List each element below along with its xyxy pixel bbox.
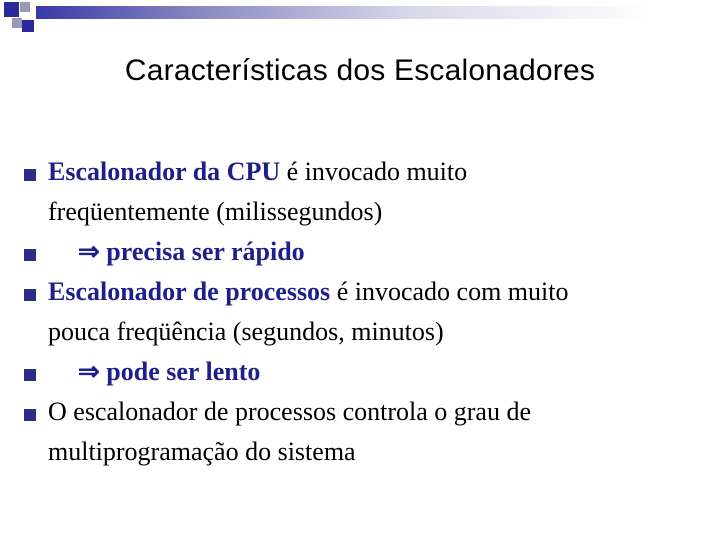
body-text: é invocado muito bbox=[280, 157, 468, 186]
bullet-square-icon bbox=[24, 289, 36, 301]
bullet-line bbox=[48, 152, 668, 192]
bullet-line bbox=[48, 272, 668, 312]
header-gradient-bar bbox=[36, 6, 720, 19]
bullet-square-icon bbox=[24, 169, 36, 181]
bullet-text bbox=[48, 352, 698, 392]
bullet-line bbox=[48, 192, 668, 232]
bullet-list bbox=[0, 152, 720, 472]
bullet-line bbox=[78, 232, 698, 272]
bullet-text bbox=[48, 272, 668, 352]
bullet-line bbox=[78, 352, 698, 392]
bullet-square-icon bbox=[24, 249, 36, 261]
body-text: multiprogramação do sistema bbox=[48, 437, 356, 466]
bullet-line bbox=[48, 312, 668, 352]
bullet-item bbox=[0, 272, 720, 352]
corner-square-3 bbox=[12, 18, 22, 28]
corner-square-2 bbox=[20, 2, 30, 12]
highlight-text: ⇒ precisa ser rápido bbox=[78, 237, 305, 266]
highlight-text: ⇒ pode ser lento bbox=[78, 357, 261, 386]
bullet-text bbox=[48, 232, 698, 272]
body-text: é invocado com muito bbox=[330, 277, 569, 306]
bullet-line bbox=[48, 432, 668, 472]
bullet-item bbox=[0, 152, 720, 232]
corner-square-1 bbox=[4, 2, 19, 17]
bullet-item bbox=[0, 392, 720, 472]
bullet-square-icon bbox=[24, 409, 36, 421]
bullet-text bbox=[48, 392, 668, 472]
bullet-square-icon bbox=[24, 369, 36, 381]
highlight-text: Escalonador de processos bbox=[48, 277, 331, 306]
slide-title: Características dos Escalonadores bbox=[124, 54, 596, 87]
corner-square-4 bbox=[22, 20, 34, 32]
bullet-item bbox=[0, 352, 720, 392]
bullet-line bbox=[48, 392, 668, 432]
highlight-text: Escalonador da CPU bbox=[48, 157, 281, 186]
body-text: O escalonador de processos controla o grau de bbox=[48, 397, 531, 426]
body-text: freqüentemente (milissegundos) bbox=[48, 197, 383, 226]
body-text: pouca freqüência (segundos, minutos) bbox=[48, 317, 444, 346]
bullet-item bbox=[0, 232, 720, 272]
bullet-text bbox=[48, 152, 668, 232]
